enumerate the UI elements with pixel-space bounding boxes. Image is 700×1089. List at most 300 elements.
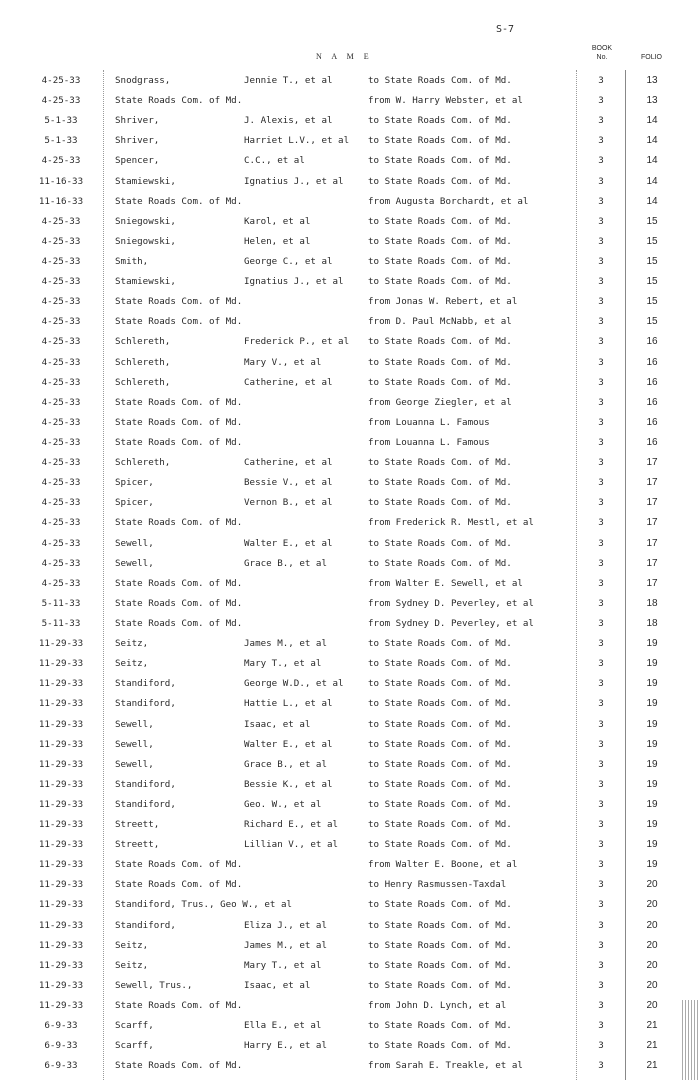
entry-book-number: 3: [598, 416, 604, 428]
entry-date: 5-11-33: [41, 617, 81, 629]
entry-folio: 19: [646, 758, 658, 770]
entry-book-number: 3: [598, 1000, 604, 1012]
entry-given-name: Bessie V., et al: [244, 477, 333, 489]
entry-surname: State Roads Com. of Md.: [115, 517, 243, 529]
entry-book-number: 3: [598, 819, 604, 831]
entry-surname: State Roads Com. of Md.: [115, 1000, 243, 1012]
index-row: [0, 574, 700, 594]
index-row: [0, 735, 700, 755]
entry-book-number: 3: [598, 698, 604, 710]
index-row: [0, 473, 700, 493]
entry-grantor-grantee: from W. Harry Webster, et al: [368, 95, 523, 107]
index-row: [0, 332, 700, 352]
book-header-line1: BOOK: [591, 45, 613, 52]
index-row: [0, 815, 700, 835]
entry-date: 11-29-33: [38, 919, 84, 931]
entry-folio: 16: [646, 396, 658, 408]
entry-given-name: Hattie L., et al: [244, 698, 333, 710]
entry-given-name: Mary V., et al: [244, 356, 322, 368]
entry-book-number: 3: [598, 1040, 604, 1052]
entry-date: 11-16-33: [38, 175, 84, 187]
entry-book-number: 3: [598, 939, 604, 951]
index-row: [0, 1036, 700, 1056]
entry-folio: 19: [646, 638, 658, 650]
entry-date: 4-25-33: [41, 557, 81, 569]
entry-folio: 16: [646, 436, 658, 448]
entry-date: 11-29-33: [38, 959, 84, 971]
entry-folio: 15: [646, 215, 658, 227]
entry-grantor-grantee: to State Roads Com. of Md.: [368, 557, 512, 569]
entry-grantor-grantee: from Sarah E. Treakle, et al: [368, 1060, 523, 1072]
entry-folio: 17: [646, 517, 658, 529]
index-row: [0, 131, 700, 151]
entry-folio: 14: [646, 135, 658, 147]
index-row: [0, 1056, 700, 1076]
entry-surname: Standiford,: [115, 678, 176, 690]
entry-surname: Streett,: [115, 839, 160, 851]
entry-folio: 15: [646, 276, 658, 288]
index-row: [0, 976, 700, 996]
entry-book-number: 3: [598, 497, 604, 509]
entry-surname: Standiford, Trus., Geo W., et al: [115, 899, 293, 911]
entry-surname: Sewell,: [115, 738, 154, 750]
entry-grantor-grantee: from D. Paul McNabb, et al: [368, 316, 512, 328]
entry-given-name: Mary T., et al: [244, 959, 322, 971]
entry-folio: 19: [646, 658, 658, 670]
entry-grantor-grantee: to State Roads Com. of Md.: [368, 276, 512, 288]
entry-given-name: Grace B., et al: [244, 758, 327, 770]
entry-book-number: 3: [598, 798, 604, 810]
entry-given-name: Harry E., et al: [244, 1040, 327, 1052]
entry-surname: Shriver,: [115, 135, 160, 147]
entry-given-name: J. Alexis, et al: [244, 115, 333, 127]
index-row: [0, 936, 700, 956]
entry-book-number: 3: [598, 336, 604, 348]
entry-grantor-grantee: to State Roads Com. of Md.: [368, 899, 512, 911]
index-row: [0, 835, 700, 855]
book-column-header: [586, 44, 618, 62]
entry-date: 11-29-33: [38, 778, 84, 790]
entry-grantor-grantee: to State Roads Com. of Md.: [368, 497, 512, 509]
index-row: [0, 272, 700, 292]
entry-book-number: 3: [598, 195, 604, 207]
index-row: [0, 192, 700, 212]
entry-surname: Scarff,: [115, 1020, 154, 1032]
entry-surname: Seitz,: [115, 658, 149, 670]
entry-book-number: 3: [598, 537, 604, 549]
index-row: [0, 252, 700, 272]
entry-date: 11-29-33: [38, 939, 84, 951]
entry-given-name: Ignatius J., et al: [244, 175, 344, 187]
entry-given-name: Catherine, et al: [244, 457, 333, 469]
index-row: [0, 594, 700, 614]
index-row: [0, 433, 700, 453]
entry-grantor-grantee: to State Roads Com. of Md.: [368, 115, 512, 127]
entry-grantor-grantee: from John D. Lynch, et al: [368, 1000, 507, 1012]
entry-date: 4-25-33: [41, 316, 81, 328]
entry-surname: Spencer,: [115, 155, 160, 167]
entry-grantor-grantee: to State Roads Com. of Md.: [368, 959, 512, 971]
entry-date: 4-25-33: [41, 276, 81, 288]
entry-date: 4-25-33: [41, 436, 81, 448]
index-row: [0, 654, 700, 674]
entry-grantor-grantee: to State Roads Com. of Md.: [368, 638, 512, 650]
entry-book-number: 3: [598, 959, 604, 971]
entry-grantor-grantee: from Augusta Borchardt, et al: [368, 195, 529, 207]
entry-book-number: 3: [598, 678, 604, 690]
entry-date: 4-25-33: [41, 577, 81, 589]
index-row: [0, 795, 700, 815]
entry-grantor-grantee: to State Roads Com. of Md.: [368, 678, 512, 690]
index-row: [0, 694, 700, 714]
entry-date: 11-29-33: [38, 899, 84, 911]
entry-date: 11-29-33: [38, 859, 84, 871]
entry-given-name: Lillian V., et al: [244, 839, 339, 851]
entry-surname: Stamiewski,: [115, 175, 176, 187]
entry-grantor-grantee: to State Roads Com. of Md.: [368, 819, 512, 831]
entry-date: 4-25-33: [41, 235, 81, 247]
entry-surname: Spicer,: [115, 477, 154, 489]
entry-surname: State Roads Com. of Md.: [115, 95, 243, 107]
entry-surname: State Roads Com. of Md.: [115, 1060, 243, 1072]
entry-date: 4-25-33: [41, 296, 81, 308]
entry-surname: Schlereth,: [115, 336, 171, 348]
entry-surname: Sewell,: [115, 537, 154, 549]
entry-book-number: 3: [598, 175, 604, 187]
entry-folio: 19: [646, 738, 658, 750]
entry-book-number: 3: [598, 95, 604, 107]
index-row: [0, 513, 700, 533]
entry-grantor-grantee: to State Roads Com. of Md.: [368, 255, 512, 267]
entry-surname: Sewell,: [115, 718, 154, 730]
entry-surname: Schlereth,: [115, 356, 171, 368]
entry-surname: State Roads Com. of Md.: [115, 296, 243, 308]
entry-book-number: 3: [598, 879, 604, 891]
entry-date: 4-25-33: [41, 396, 81, 408]
entry-grantor-grantee: to State Roads Com. of Md.: [368, 798, 512, 810]
entry-surname: State Roads Com. of Md.: [115, 316, 243, 328]
index-row: [0, 353, 700, 373]
entry-given-name: Mary T., et al: [244, 658, 322, 670]
index-entries: [0, 71, 700, 1076]
entry-book-number: 3: [598, 235, 604, 247]
entry-book-number: 3: [598, 356, 604, 368]
entry-given-name: George C., et al: [244, 255, 333, 267]
entry-book-number: 3: [598, 255, 604, 267]
entry-book-number: 3: [598, 376, 604, 388]
entry-folio: 20: [646, 919, 658, 931]
entry-surname: Shriver,: [115, 115, 160, 127]
entry-grantor-grantee: to State Roads Com. of Md.: [368, 718, 512, 730]
entry-book-number: 3: [598, 75, 604, 86]
entry-date: 4-25-33: [41, 155, 81, 167]
entry-date: 5-1-33: [44, 135, 78, 147]
entry-book-number: 3: [598, 296, 604, 308]
index-row: [0, 1016, 700, 1036]
entry-date: 11-29-33: [38, 638, 84, 650]
entry-book-number: 3: [598, 155, 604, 167]
entry-grantor-grantee: from Sydney D. Peverley, et al: [368, 617, 534, 629]
entry-surname: Standiford,: [115, 698, 176, 710]
entry-date: 11-29-33: [38, 979, 84, 991]
entry-folio: 20: [646, 939, 658, 951]
entry-given-name: Harriet L.V., et al: [244, 135, 350, 147]
entry-folio: 15: [646, 316, 658, 328]
entry-date: 11-29-33: [38, 658, 84, 670]
index-row: [0, 534, 700, 554]
entry-book-number: 3: [598, 778, 604, 790]
entry-grantor-grantee: from Jonas W. Rebert, et al: [368, 296, 518, 308]
index-row: [0, 453, 700, 473]
index-row: [0, 232, 700, 252]
entry-date: 11-29-33: [38, 738, 84, 750]
entry-folio: 15: [646, 296, 658, 308]
index-row: [0, 71, 700, 91]
entry-date: 4-25-33: [41, 336, 81, 348]
index-row: [0, 855, 700, 875]
entry-folio: 17: [646, 577, 658, 589]
entry-folio: 19: [646, 718, 658, 730]
entry-folio: 14: [646, 175, 658, 187]
entry-surname: Spicer,: [115, 497, 154, 509]
index-row: [0, 373, 700, 393]
entry-folio: 17: [646, 477, 658, 489]
entry-given-name: Ignatius J., et al: [244, 276, 344, 288]
entry-folio: 16: [646, 336, 658, 348]
entry-surname: State Roads Com. of Md.: [115, 195, 243, 207]
entry-date: 4-25-33: [41, 376, 81, 388]
index-row: [0, 292, 700, 312]
entry-book-number: 3: [598, 919, 604, 931]
index-row: [0, 634, 700, 654]
entry-surname: Seitz,: [115, 959, 149, 971]
entry-folio: 20: [646, 879, 658, 891]
entry-folio: 17: [646, 457, 658, 469]
entry-grantor-grantee: from George Ziegler, et al: [368, 396, 512, 408]
index-row: [0, 554, 700, 574]
entry-folio: 20: [646, 899, 658, 911]
entry-surname: Standiford,: [115, 919, 176, 931]
entry-date: 4-25-33: [41, 255, 81, 267]
entry-date: 11-29-33: [38, 839, 84, 851]
index-row: [0, 212, 700, 232]
entry-grantor-grantee: to State Roads Com. of Md.: [368, 1040, 512, 1052]
entry-folio: 14: [646, 195, 658, 207]
entry-surname: Stamiewski,: [115, 276, 176, 288]
index-row: [0, 413, 700, 433]
entry-given-name: Walter E., et al: [244, 738, 333, 750]
entry-folio: 15: [646, 255, 658, 267]
entry-date: 4-25-33: [41, 497, 81, 509]
entry-book-number: 3: [598, 477, 604, 489]
entry-folio: 19: [646, 839, 658, 851]
index-row: [0, 895, 700, 915]
entry-book-number: 3: [598, 979, 604, 991]
index-row: [0, 956, 700, 976]
entry-book-number: 3: [598, 115, 604, 127]
entry-grantor-grantee: from Louanna L. Famous: [368, 416, 490, 428]
entry-book-number: 3: [598, 758, 604, 770]
entry-surname: Streett,: [115, 819, 160, 831]
index-row: [0, 614, 700, 634]
entry-surname: State Roads Com. of Md.: [115, 416, 243, 428]
entry-given-name: Geo. W., et al: [244, 798, 322, 810]
entry-given-name: Eliza J., et al: [244, 919, 327, 931]
entry-date: 11-29-33: [38, 758, 84, 770]
entry-surname: State Roads Com. of Md.: [115, 577, 243, 589]
entry-date: 4-25-33: [41, 75, 81, 86]
entry-folio: 13: [646, 75, 658, 86]
entry-surname: State Roads Com. of Md.: [115, 879, 243, 891]
entry-given-name: Helen, et al: [244, 235, 311, 247]
entry-grantor-grantee: to State Roads Com. of Md.: [368, 336, 512, 348]
entry-grantor-grantee: to State Roads Com. of Md.: [368, 215, 512, 227]
entry-given-name: Ella E., et al: [244, 1020, 322, 1032]
entry-grantor-grantee: to State Roads Com. of Md.: [368, 979, 512, 991]
entry-surname: State Roads Com. of Md.: [115, 597, 243, 609]
entry-date: 11-16-33: [38, 195, 84, 207]
entry-folio: 18: [646, 597, 658, 609]
entry-date: 6-9-33: [44, 1040, 78, 1052]
index-row: [0, 875, 700, 895]
index-row: [0, 493, 700, 513]
entry-folio: 17: [646, 557, 658, 569]
entry-surname: State Roads Com. of Md.: [115, 436, 243, 448]
entry-book-number: 3: [598, 597, 604, 609]
index-row: [0, 111, 700, 131]
book-header-line2: No.: [596, 54, 608, 61]
entry-grantor-grantee: to State Roads Com. of Md.: [368, 457, 512, 469]
entry-date: 4-25-33: [41, 457, 81, 469]
entry-book-number: 3: [598, 215, 604, 227]
entry-surname: State Roads Com. of Md.: [115, 617, 243, 629]
entry-folio: 16: [646, 416, 658, 428]
entry-grantor-grantee: to State Roads Com. of Md.: [368, 356, 512, 368]
entry-date: 11-29-33: [38, 698, 84, 710]
entry-folio: 14: [646, 115, 658, 127]
entry-given-name: George W.D., et al: [244, 678, 344, 690]
entry-surname: Scarff,: [115, 1040, 154, 1052]
entry-given-name: Grace B., et al: [244, 557, 327, 569]
entry-folio: 15: [646, 235, 658, 247]
entry-book-number: 3: [598, 457, 604, 469]
entry-given-name: Bessie K., et al: [244, 778, 333, 790]
entry-book-number: 3: [598, 1020, 604, 1032]
entry-date: 4-25-33: [41, 215, 81, 227]
entry-grantor-grantee: to Henry Rasmussen-Taxdal: [368, 879, 507, 891]
entry-given-name: Jennie T., et al: [244, 75, 333, 86]
entry-date: 4-25-33: [41, 416, 81, 428]
entry-date: 11-29-33: [38, 879, 84, 891]
entry-folio: 14: [646, 155, 658, 167]
entry-book-number: 3: [598, 617, 604, 629]
entry-book-number: 3: [598, 738, 604, 750]
entry-book-number: 3: [598, 658, 604, 670]
entry-grantor-grantee: to State Roads Com. of Md.: [368, 919, 512, 931]
entry-given-name: Karol, et al: [244, 215, 311, 227]
entry-given-name: Isaac, et al: [244, 979, 311, 991]
entry-folio: 16: [646, 356, 658, 368]
entry-grantor-grantee: to State Roads Com. of Md.: [368, 939, 512, 951]
entry-grantor-grantee: from Walter E. Sewell, et al: [368, 577, 523, 589]
entry-given-name: James M., et al: [244, 638, 327, 650]
entry-folio: 20: [646, 979, 658, 991]
entry-book-number: 3: [598, 557, 604, 569]
entry-surname: Schlereth,: [115, 457, 171, 469]
entry-date: 11-29-33: [38, 819, 84, 831]
entry-grantor-grantee: to State Roads Com. of Md.: [368, 155, 512, 167]
index-row: [0, 151, 700, 171]
index-row: [0, 393, 700, 413]
entry-folio: 17: [646, 537, 658, 549]
entry-grantor-grantee: from Frederick R. Mestl, et al: [368, 517, 534, 529]
entry-surname: Smith,: [115, 255, 149, 267]
entry-given-name: Vernon B., et al: [244, 497, 333, 509]
entry-date: 4-25-33: [41, 517, 81, 529]
entry-surname: Sniegowski,: [115, 235, 176, 247]
entry-date: 6-9-33: [44, 1020, 78, 1032]
page-number: S-7: [496, 24, 515, 35]
entry-grantor-grantee: from Walter E. Boone, et al: [368, 859, 518, 871]
name-column-header: N A M E: [316, 52, 373, 61]
index-row: [0, 715, 700, 735]
entry-date: 11-29-33: [38, 678, 84, 690]
entry-folio: 21: [646, 1020, 658, 1032]
entry-grantor-grantee: to State Roads Com. of Md.: [368, 839, 512, 851]
entry-grantor-grantee: to State Roads Com. of Md.: [368, 135, 512, 147]
entry-grantor-grantee: to State Roads Com. of Md.: [368, 75, 512, 86]
entry-folio: 13: [646, 95, 658, 107]
entry-surname: Sewell,: [115, 758, 154, 770]
entry-grantor-grantee: to State Roads Com. of Md.: [368, 477, 512, 489]
entry-date: 4-25-33: [41, 95, 81, 107]
entry-surname: Sniegowski,: [115, 215, 176, 227]
entry-date: 5-1-33: [44, 115, 78, 127]
entry-given-name: Catherine, et al: [244, 376, 333, 388]
entry-grantor-grantee: to State Roads Com. of Md.: [368, 738, 512, 750]
entry-surname: State Roads Com. of Md.: [115, 859, 243, 871]
entry-surname: Standiford,: [115, 798, 176, 810]
entry-folio: 19: [646, 678, 658, 690]
entry-surname: Sewell,: [115, 557, 154, 569]
entry-grantor-grantee: to State Roads Com. of Md.: [368, 1020, 512, 1032]
entry-grantor-grantee: to State Roads Com. of Md.: [368, 658, 512, 670]
entry-folio: 21: [646, 1060, 658, 1072]
index-row: [0, 996, 700, 1016]
entry-folio: 18: [646, 617, 658, 629]
entry-given-name: Isaac, et al: [244, 718, 311, 730]
index-row: [0, 755, 700, 775]
index-row: [0, 916, 700, 936]
entry-book-number: 3: [598, 638, 604, 650]
index-row: [0, 312, 700, 332]
entry-given-name: C.C., et al: [244, 155, 305, 167]
entry-book-number: 3: [598, 1060, 604, 1072]
entry-surname: Standiford,: [115, 778, 176, 790]
entry-grantor-grantee: to State Roads Com. of Md.: [368, 235, 512, 247]
entry-book-number: 3: [598, 859, 604, 871]
entry-grantor-grantee: from Louanna L. Famous: [368, 436, 490, 448]
index-row: [0, 674, 700, 694]
entry-folio: 21: [646, 1040, 658, 1052]
index-row: [0, 91, 700, 111]
entry-surname: Schlereth,: [115, 376, 171, 388]
entry-grantor-grantee: from Sydney D. Peverley, et al: [368, 597, 534, 609]
entry-book-number: 3: [598, 276, 604, 288]
entry-surname: Sewell, Trus.,: [115, 979, 193, 991]
entry-date: 4-25-33: [41, 356, 81, 368]
entry-folio: 19: [646, 798, 658, 810]
